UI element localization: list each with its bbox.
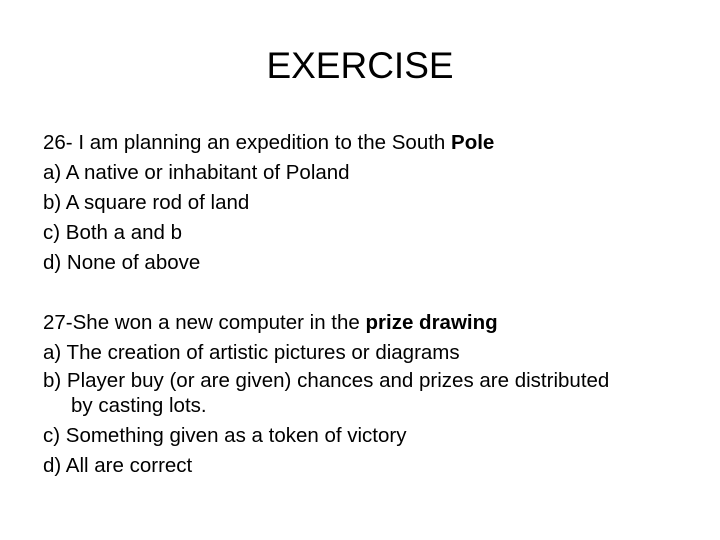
answer-option-c: c) Something given as a token of victory xyxy=(43,424,407,447)
question-stem-text: 27-She won a new computer in the xyxy=(43,311,366,334)
question-stem xyxy=(43,128,693,158)
question-stem xyxy=(43,308,693,338)
answer-option-b: b) A square rod of land xyxy=(43,191,250,214)
answer-option-c: c) Both a and b xyxy=(43,221,183,244)
question-27 xyxy=(43,308,693,481)
answer-option-b-continuation: by casting lots. xyxy=(71,394,207,417)
slide-title: EXERCISE xyxy=(266,45,454,86)
question-keyword: Pole xyxy=(451,131,495,154)
question-26 xyxy=(43,128,693,278)
slide-body xyxy=(43,128,693,481)
answer-option-a: a) A native or inhabitant of Poland xyxy=(43,161,350,184)
question-keyword: prize drawing xyxy=(365,311,498,334)
answer-option-b: b) Player buy (or are given) chances and prizes are distributed xyxy=(43,369,610,392)
answer-option-d: d) None of above xyxy=(43,251,201,274)
answer-option-d: d) All are correct xyxy=(43,454,193,477)
answer-option-a: a) The creation of artistic pictures or diagrams xyxy=(43,341,460,364)
question-stem-text: 26- I am planning an expedition to the South xyxy=(43,131,452,154)
